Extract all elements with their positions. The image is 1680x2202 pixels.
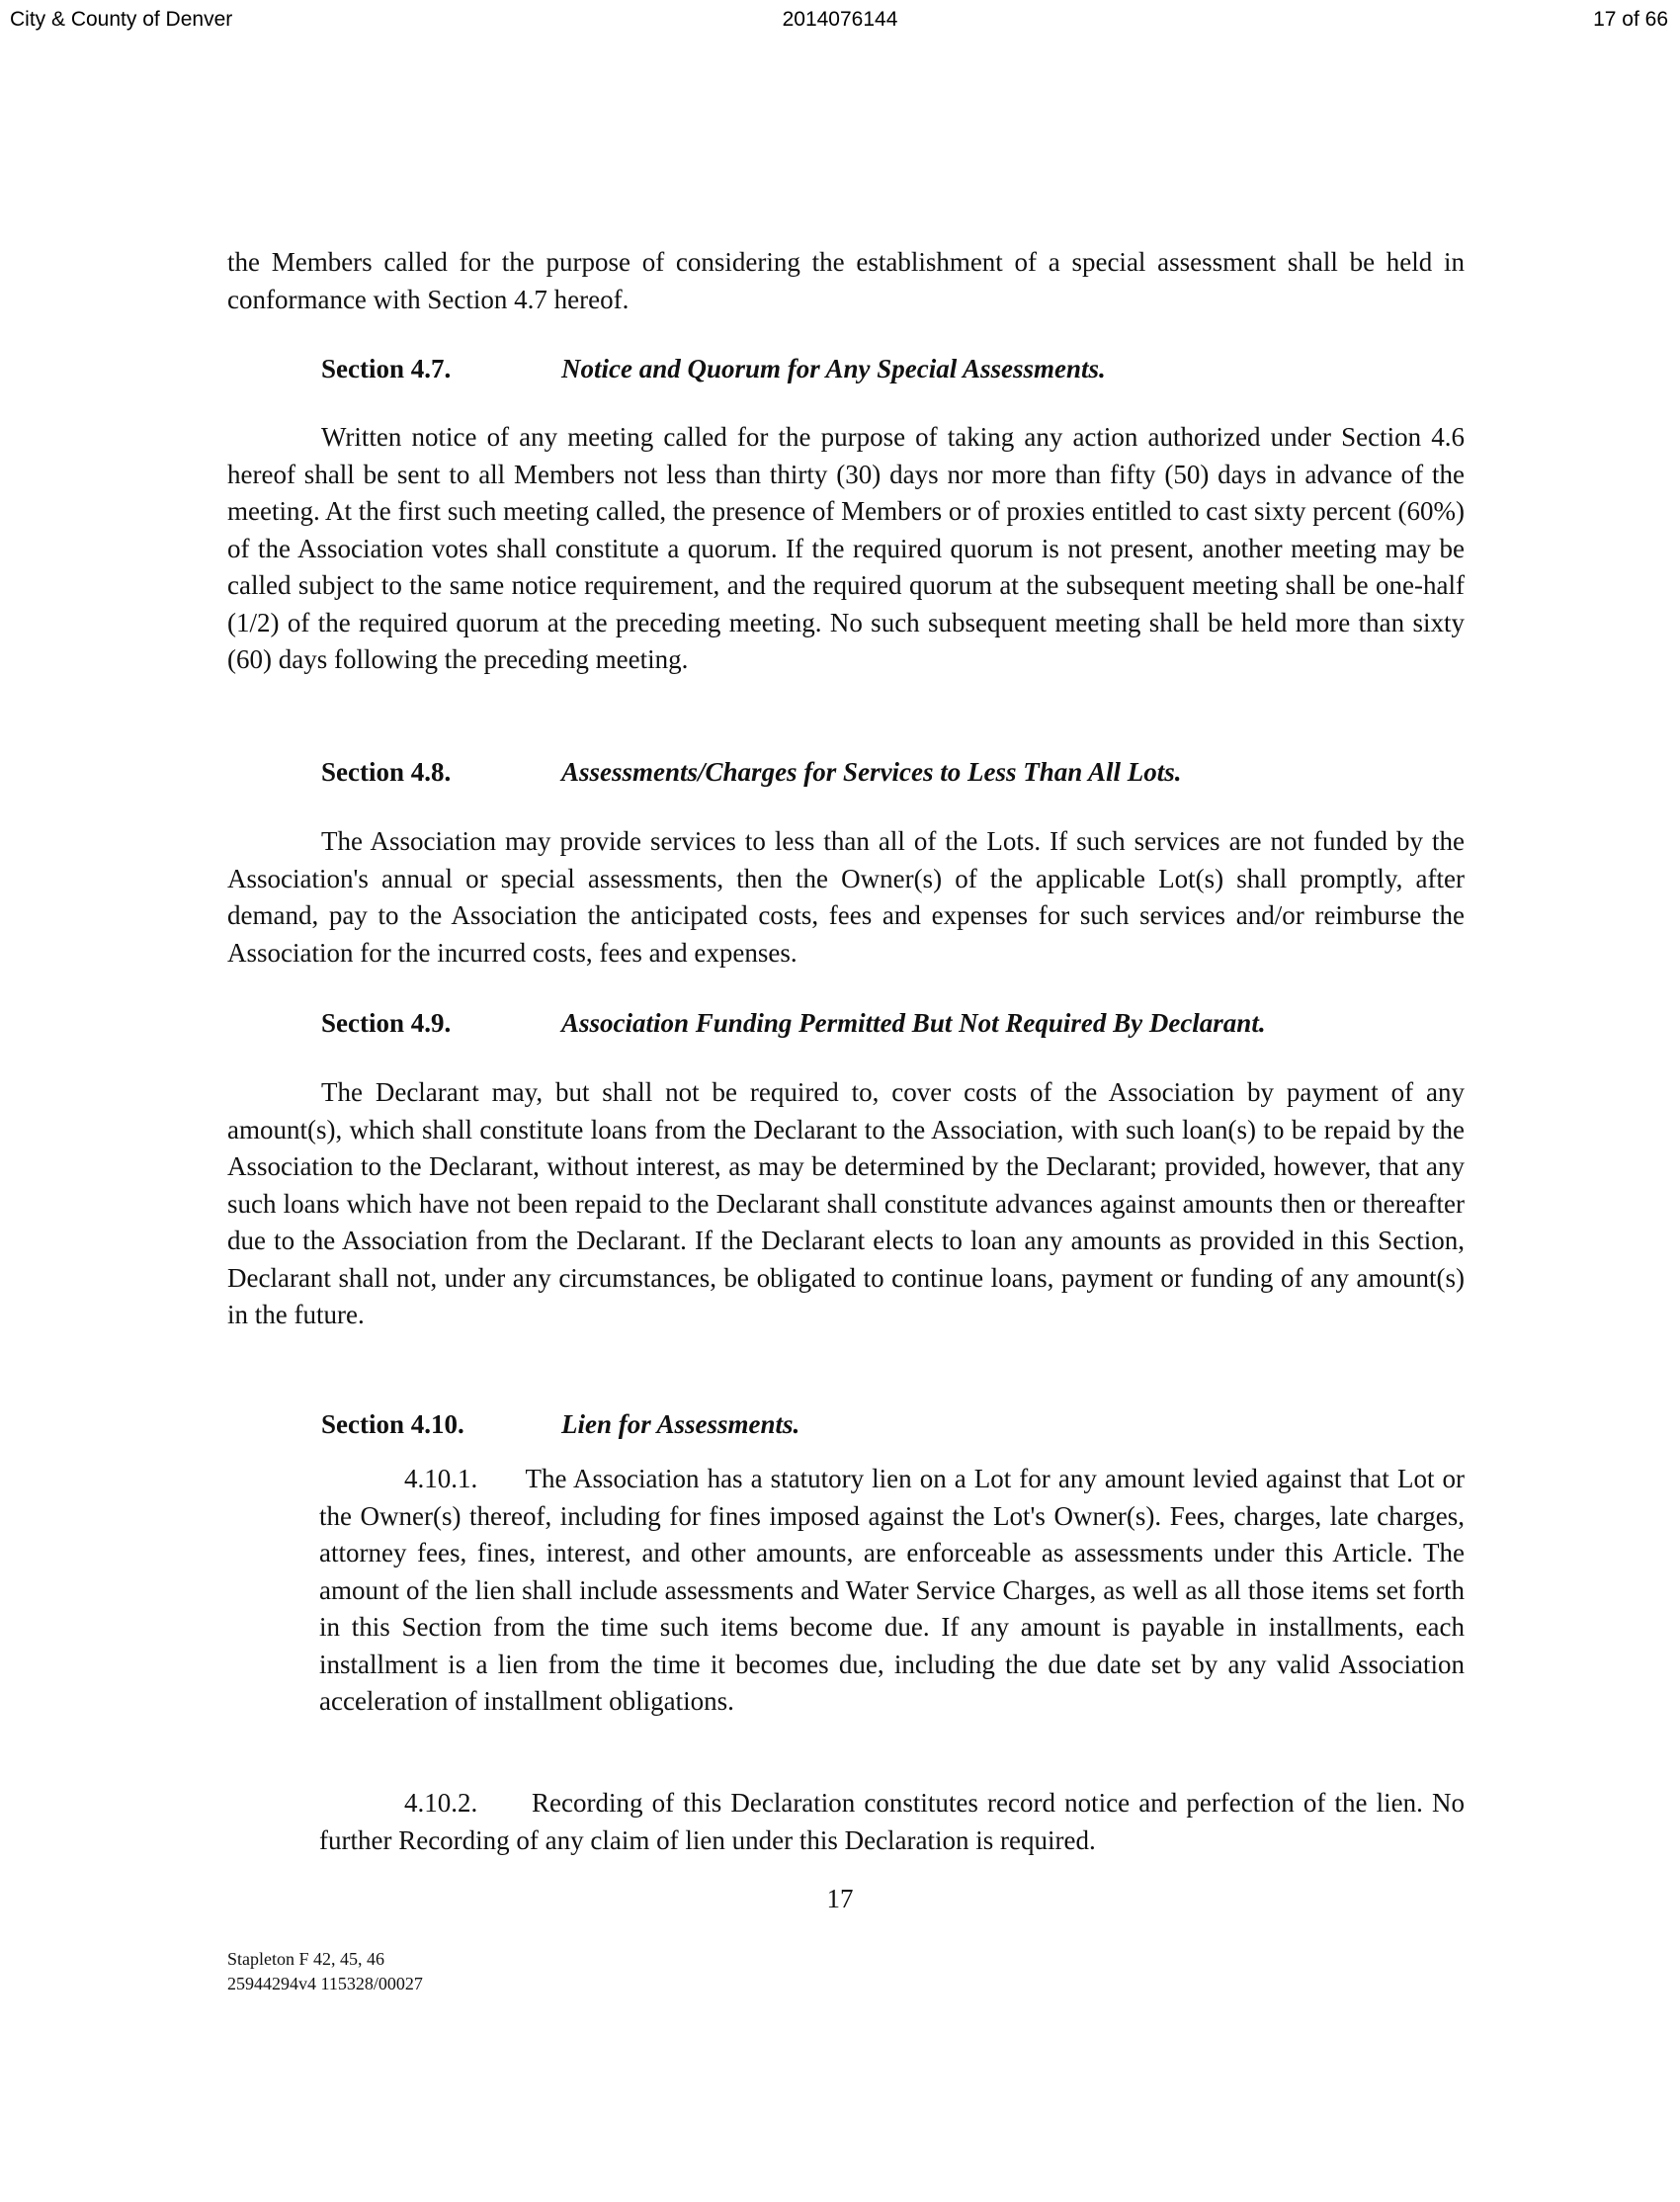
recording-header bbox=[0, 4, 1680, 32]
paragraph-section-4-8: The Association may provide services to less than all of the Lots. If such services are not funded by the Association's annual or special assessments, then the Owner(s) of the applicable Lot(s) shall promptly, after demand, pay to the Association the anticipated costs, fees and expenses for such services and/or reimburse the Association for the incurred costs, fees and expenses. bbox=[227, 826, 1465, 968]
header-reception-number: 2014076144 bbox=[782, 8, 898, 31]
footer-doc-id: 25944294v4 115328/00027 bbox=[227, 1974, 423, 1993]
footer-project: Stapleton F 42, 45, 46 bbox=[227, 1949, 385, 1969]
subsection-4-10-2: 4.10.2. Recording of this Declaration constitutes record notice and perfection of the lien. No further Recording of any claim of lien under this Declaration is required. bbox=[319, 1788, 1465, 1855]
section-title: Lien for Assessments. bbox=[561, 1409, 800, 1439]
header-county: City & County of Denver bbox=[10, 8, 233, 31]
section-number: Section 4.10. bbox=[321, 1409, 464, 1439]
section-title: Assessments/Charges for Services to Less Than All Lots. bbox=[561, 757, 1182, 787]
section-number: Section 4.7. bbox=[321, 354, 452, 383]
subsection-4-10-1: 4.10.1. The Association has a statutory lien on a Lot for any amount levied against that Lot or the Owner(s) thereof, including for fines imposed against the Lot's Owner(s). Fees, charges, late charges, attorney fees, fines, interest, and other amounts, are enforceable as assessments under this Article. The amount of the lien shall include assessments and Water Service Charges, as well as all those items set forth in this Section from the time such items become due. If any amount is payable in installments, each installment is a lien from the time it becomes due, including the due date set by any valid Association acceleration of installment obligations. bbox=[319, 1464, 1465, 1716]
section-title: Notice and Quorum for Any Special Assessments. bbox=[561, 354, 1106, 383]
document-footer bbox=[227, 1947, 423, 1996]
section-title: Association Funding Permitted But Not Required By Declarant. bbox=[561, 1008, 1266, 1038]
section-number: Section 4.9. bbox=[321, 1008, 452, 1038]
paragraph-intro: the Members called for the purpose of considering the establishment of a special assessment shall be held in conformance with Section 4.7 hereof. bbox=[227, 247, 1465, 314]
paragraph-section-4-9: The Declarant may, but shall not be required to, cover costs of the Association by payment of any amount(s), which shall constitute loans from the Declarant to the Association, with such loan(s) to be repaid by the Association to the Declarant, without interest, as may be determined by the Declarant; provided, however, that any such loans which have not been repaid to the Declarant shall constitute advances against amounts then or thereafter due to the Association from the Declarant. If the Declarant elects to loan any amounts as provided in this Section, Declarant shall not, under any circumstances, be obligated to continue loans, payment or funding of any amount(s) in the future. bbox=[227, 1077, 1465, 1329]
page-number: 17 bbox=[826, 1884, 854, 1913]
paragraph-section-4-7: Written notice of any meeting called for the purpose of taking any action authorized under Section 4.6 hereof shall be sent to all Members not less than thirty (30) days nor more than fifty (50) days in advance of the meeting. At the first such meeting called, the presence of Members or of proxies entitled to cast sixty percent (60%) of the Association votes shall constitute a quorum. If the required quorum is not present, another meeting may be called subject to the same notice requirement, and the required quorum at the subsequent meeting shall be one-half (1/2) of the required quorum at the preceding meeting. No such subsequent meeting shall be held more than sixty (60) days following the preceding meeting. bbox=[227, 422, 1465, 674]
section-number: Section 4.8. bbox=[321, 757, 452, 787]
header-page-count: 17 of 66 bbox=[1593, 8, 1668, 31]
